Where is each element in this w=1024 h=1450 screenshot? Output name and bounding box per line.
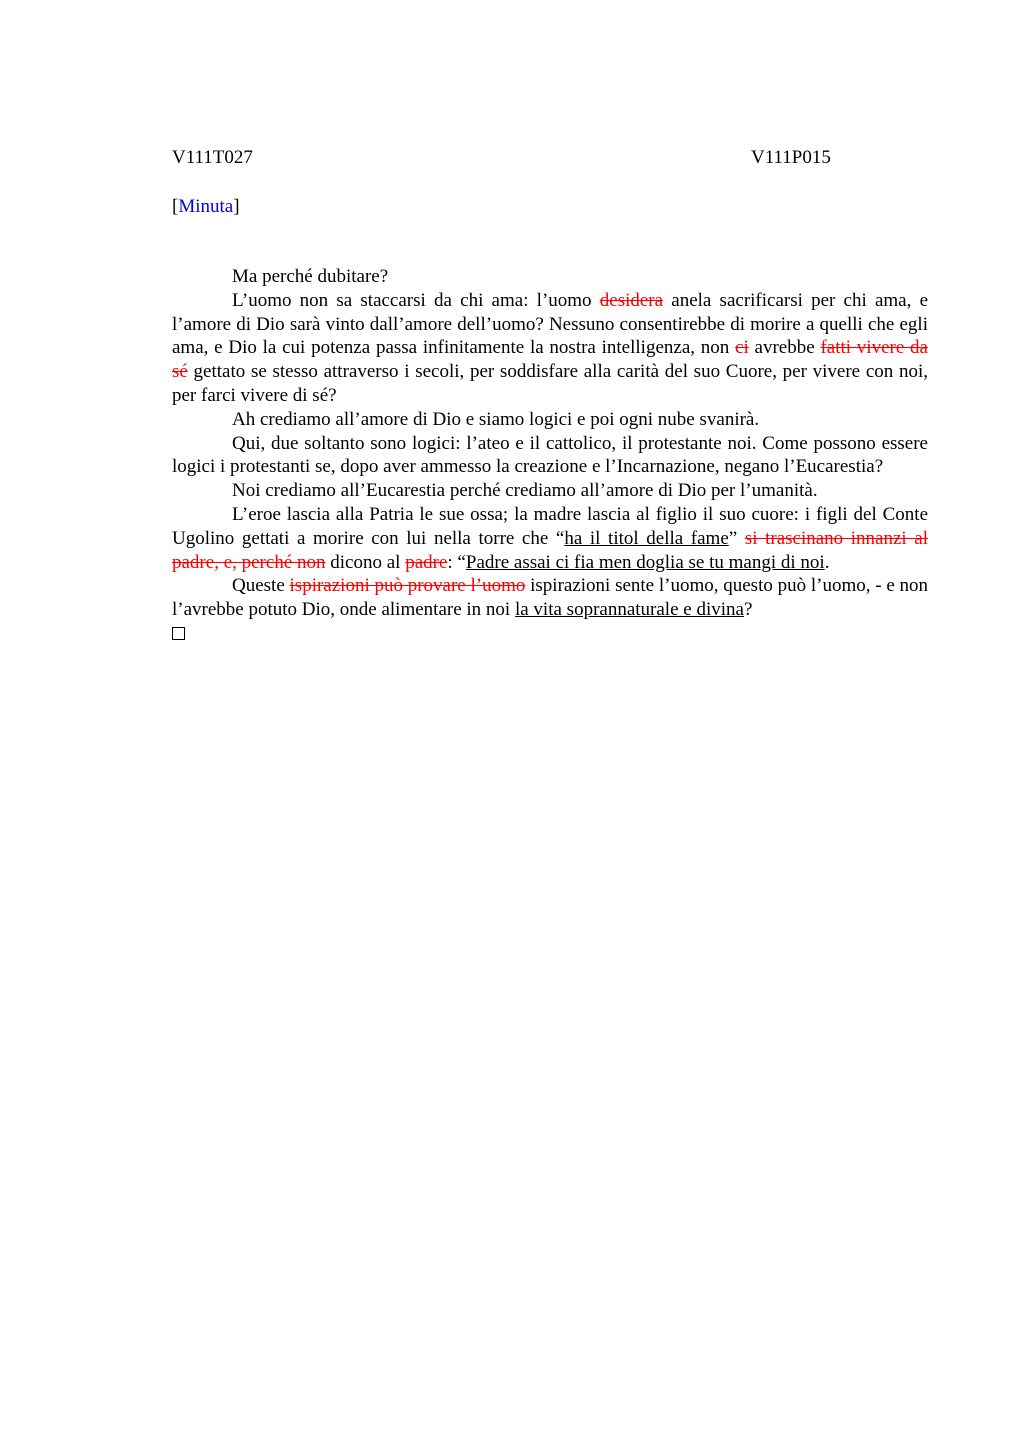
text-run: anela sacrificarsi per chi ama, e l’amore di Dio sarà vinto dall’amore dell’uomo? Nessuno consentirebbe di morire a quelli che egli ama, e Dio la cui potenza passa infinitamente la nostra intelligenza, non bbox=[172, 289, 929, 359]
bracket-close: ] bbox=[233, 196, 240, 217]
paragraph-5: Noi crediamo all’Eucarestia perché crediamo all’amore di Dio per l’umanità. bbox=[232, 480, 818, 502]
text-run: : “ bbox=[447, 551, 466, 573]
paragraph-4: Qui, due soltanto sono logici: l’ateo e il cattolico, il protestante noi. Come possono essere logici i protestanti se, dopo aver ammesso la creazione e l’Incarnazione, negano l’Eucarestia? bbox=[172, 432, 928, 478]
deleted-text: desidera bbox=[599, 289, 664, 311]
deleted-text: fatti vivere da sé bbox=[172, 337, 928, 383]
deleted-text: si trascinano innanzi al padre, e, perché non bbox=[172, 527, 929, 573]
underlined-quote: ha il titol della fame bbox=[564, 527, 729, 549]
text-run: dicono al bbox=[325, 551, 406, 573]
bracket-open: [ bbox=[172, 196, 179, 217]
paragraph-6 bbox=[172, 503, 928, 574]
paragraph-7 bbox=[172, 574, 928, 622]
text-run: Queste bbox=[232, 575, 290, 597]
text-run: gettato se stesso attraverso i secoli, per soddisfare alla carità del suo Cuore, per vivere con noi, per farci vivere di sé? bbox=[172, 361, 928, 406]
paragraph-1: Ma perché dubitare? bbox=[232, 266, 389, 287]
underlined-quote: Padre assai ci fia men doglia se tu mangi di noi bbox=[465, 551, 825, 573]
end-square-icon bbox=[172, 627, 185, 640]
draft-note bbox=[172, 196, 240, 218]
text-run: ” bbox=[728, 527, 745, 549]
deleted-text: ispirazioni può provare l’uomo bbox=[289, 575, 526, 597]
document-body bbox=[172, 265, 928, 647]
text-run: avrebbe bbox=[748, 337, 821, 359]
end-marker-row bbox=[172, 622, 928, 647]
text-run: ? bbox=[743, 599, 753, 621]
text-run: ispirazioni sente l’uomo, questo può l’uomo, - e non l’avrebbe potuto Dio, onde alimentare in noi bbox=[172, 575, 929, 621]
paragraph-3: Ah crediamo all’amore di Dio e siamo logici e poi ogni nube svanirà. bbox=[232, 408, 760, 430]
document-code-right: V111P015 bbox=[751, 147, 831, 168]
text-run: L’uomo non sa staccarsi da chi ama: l’uomo bbox=[232, 289, 600, 311]
text-run: . bbox=[824, 551, 830, 573]
minuta-link[interactable]: Minuta bbox=[178, 196, 234, 217]
underlined-phrase: la vita soprannaturale e divina bbox=[514, 599, 744, 621]
text-run: L’eroe lascia alla Patria le sue ossa; la madre lascia al figlio il suo cuore: i figli del Conte Ugolino gettati a morire con lui nella torre che “ bbox=[172, 503, 928, 549]
paragraph-2 bbox=[172, 289, 928, 408]
document-code-left: V111T027 bbox=[172, 147, 253, 168]
deleted-text: padre bbox=[405, 551, 448, 573]
deleted-text: ci bbox=[735, 337, 749, 359]
